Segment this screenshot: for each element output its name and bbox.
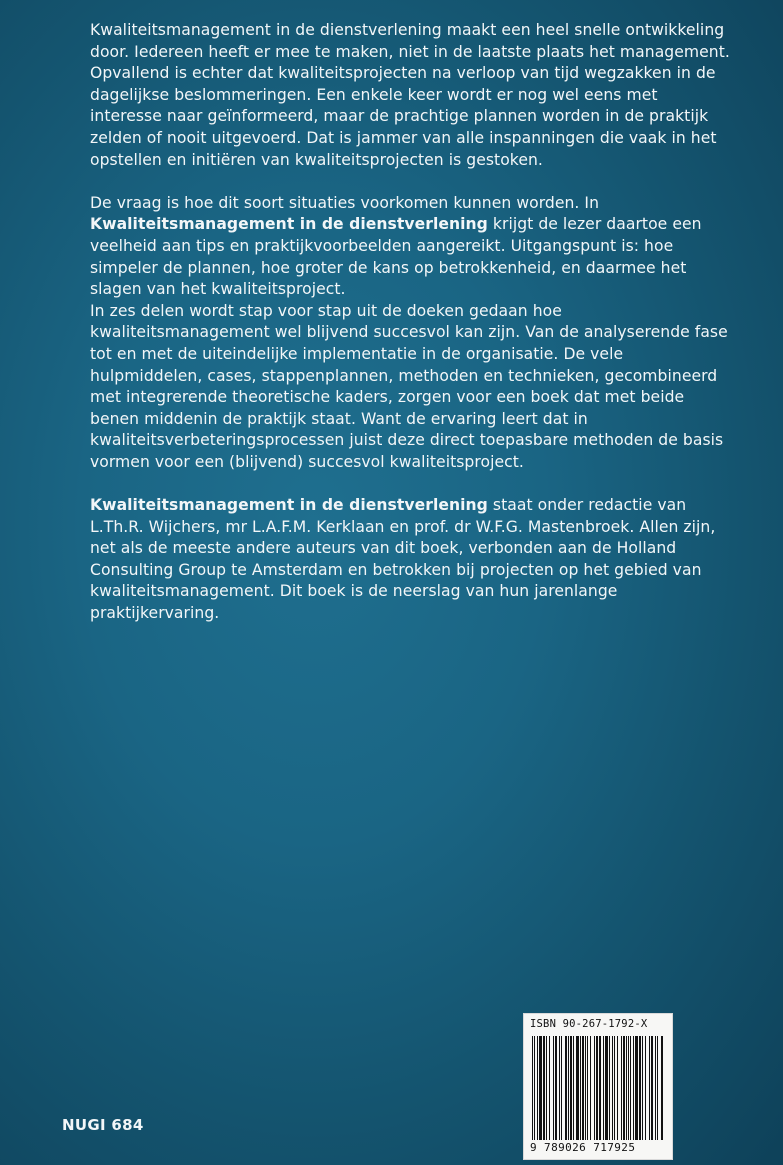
barcode-bar xyxy=(568,1036,569,1140)
barcode-bar xyxy=(623,1036,625,1140)
barcode-bar xyxy=(642,1036,643,1140)
barcode-bars xyxy=(532,1036,664,1140)
barcode-bar xyxy=(649,1036,650,1140)
isbn-number: ISBN 90-267-1792-X xyxy=(530,1018,648,1030)
barcode-bar xyxy=(661,1036,663,1140)
barcode-bar xyxy=(549,1036,550,1140)
barcode-bar xyxy=(561,1036,562,1140)
blurb-paragraph-4-rest: staat onder redactie van L.Th.R. Wijchers, mr L.A.F.M. Kerklaan en prof. dr W.F.G. Mastenbroek. Allen zijn, net als de meeste andere auteurs van dit boek, verbonden aan de Holland Consulting Group te Amsterdam en betrokken bij projecten op het gebied van kwaliteitsmanagement. Dit boek is de neerslag van hun jarenlange praktijkervaring. xyxy=(90,496,716,623)
nugi-code: NUGI 684 xyxy=(62,1116,144,1134)
barcode-bar xyxy=(645,1036,646,1140)
barcode-bar xyxy=(546,1036,547,1140)
barcode-bar xyxy=(573,1036,574,1140)
barcode-bar xyxy=(612,1036,613,1140)
barcode-bar xyxy=(609,1036,610,1140)
barcode-bar xyxy=(587,1036,588,1140)
barcode-bar xyxy=(555,1036,557,1140)
barcode-bar xyxy=(655,1036,656,1140)
barcode-bar xyxy=(532,1036,533,1140)
barcode-bar xyxy=(534,1036,535,1140)
barcode-bar xyxy=(553,1036,554,1140)
barcode-bar xyxy=(580,1036,581,1140)
barcode-bar xyxy=(596,1036,598,1140)
barcode-bar xyxy=(543,1036,545,1140)
barcode-bar xyxy=(630,1036,631,1140)
blurb-paragraph-1-text: Kwaliteitsmanagement in de dienstverlening maakt een heel snelle ontwikkeling door. Iedereen heeft er mee te maken, niet in de laatste plaats het management. Opvallend is echter dat kwaliteitsprojecten na verloop van tijd wegzakken in de dagelijkse beslommeringen. Een enkele keer wordt er nog wel eens met interesse naar geïnformeerd, maar de prachtige plannen worden in de praktijk zelden of nooit uitgevoerd. Dat is jammer van alle inspanningen die vaak in het opstellen en initiëren van kwaliteitsprojecten is gestoken. xyxy=(90,21,730,169)
barcode-bar xyxy=(590,1036,591,1140)
barcode-bar xyxy=(657,1036,658,1140)
barcode-bar xyxy=(633,1036,634,1140)
barcode-bar xyxy=(594,1036,595,1140)
barcode-bar xyxy=(617,1036,618,1140)
barcode-bar xyxy=(651,1036,653,1140)
barcode-bar xyxy=(585,1036,586,1140)
book-title-inline: Kwaliteitsmanagement in de dienstverlening xyxy=(90,496,488,515)
barcode-bar xyxy=(603,1036,604,1140)
barcode-bar xyxy=(565,1036,567,1140)
barcode-bar xyxy=(576,1036,579,1140)
barcode-bar xyxy=(635,1036,638,1140)
blurb-paragraph-2-start: De vraag is hoe dit soort situaties voorkomen kunnen worden. In xyxy=(90,193,600,212)
barcode-bar xyxy=(626,1036,627,1140)
barcode-bar xyxy=(628,1036,629,1140)
barcode-bar xyxy=(621,1036,622,1140)
barcode-bar xyxy=(614,1036,615,1140)
barcode-bar xyxy=(599,1036,601,1140)
barcode-label xyxy=(523,1013,673,1160)
blurb-paragraph-3 xyxy=(90,301,730,474)
blurb-paragraph-4 xyxy=(90,495,730,625)
blurb-paragraph-1 xyxy=(90,20,730,171)
barcode-bar xyxy=(605,1036,608,1140)
blurb-paragraph-3-text: In zes delen wordt stap voor stap uit de doeken gedaan hoe kwaliteitsmanagement wel blijvend succesvol kan zijn. Van de analyserende fase tot en met de uiteindelijke implementatie in de organisatie. De vele hulpmiddelen, cases, stappenplannen, methoden en technieken, gecombineerd met integrerende theoretische kaders, zorgen voor een boek dat met beide benen middenin de praktijk staat. Want de ervaring leert dat in kwaliteitsverbeteringsprocessen juist deze direct toepasbare methoden de basis vormen voor een (blijvend) succesvol kwaliteitsproject. xyxy=(90,301,728,471)
barcode-bar xyxy=(539,1036,542,1140)
blurb-paragraph-2 xyxy=(90,193,730,301)
barcode-bar xyxy=(559,1036,560,1140)
blurb-text xyxy=(90,20,730,646)
blurb-paragraph-2-rest: krijgt de lezer daartoe een veelheid aan tips en praktijkvoorbeelden aangereikt. Uitgangspunt is: hoe simpeler de plannen, hoe groter de kans op betrokkenheid, en daarmee het slagen van het kwaliteitsproject. xyxy=(90,215,702,299)
barcode-bar xyxy=(570,1036,572,1140)
ean-number: 9 789026 717925 xyxy=(530,1141,636,1154)
barcode-bar xyxy=(537,1036,538,1140)
book-title-inline: Kwaliteitsmanagement in de dienstverlening xyxy=(90,215,488,234)
barcode-bar xyxy=(639,1036,641,1140)
barcode-bar xyxy=(582,1036,584,1140)
